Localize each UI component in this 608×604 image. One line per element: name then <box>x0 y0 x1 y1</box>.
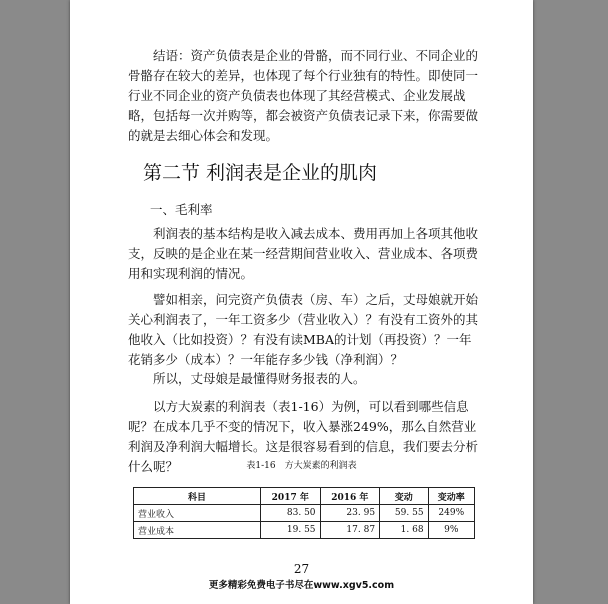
table-cell: 249% <box>428 505 474 522</box>
income-statement-table <box>133 487 475 539</box>
section-heading: 第二节 利润表是企业的肌肉 <box>143 162 378 184</box>
table-header-cell: 变动率 <box>428 488 474 505</box>
table-header-cell: 2016 年 <box>320 488 380 505</box>
table-cell: 59. 55 <box>380 505 429 522</box>
table-caption: 表1-16 方大炭素的利润表 <box>246 461 357 471</box>
table-cell: 营业收入 <box>134 505 261 522</box>
table-cell: 83. 50 <box>261 505 321 522</box>
conclusion-paragraph: 结语：资产负债表是企业的骨骼，而不同行业、不同企业的骨骼存在较大的差异，也体现了每个行业独有的特性。即使同一行业不同企业的资产负债表也体现了其经营模式、企业发展战略，包括每一次并购等，都会被资产负债表记录下来，你需要做的就是去细心体会和发现。 <box>128 48 479 143</box>
subsection-heading: 一、毛利率 <box>150 202 213 217</box>
document-page <box>70 0 533 604</box>
mother-in-law-paragraph: 所以，丈母娘是最懂得财务报表的人。 <box>153 371 366 386</box>
blind-date-paragraph: 譬如相亲，问完资产负债表（房、车）之后，丈母娘就开始关心利润表了，一年工资多少（营业收入）？有没有工资外的其他收入（比如投资）？有没有读MBA的计划（再投资）？一年花销多少（成本）？一年能存多少钱（净利润）？ <box>128 292 479 367</box>
table-header-cell: 科目 <box>134 488 261 505</box>
table-header-cell: 2017 年 <box>261 488 321 505</box>
table-cell: 17. 87 <box>320 522 380 539</box>
table-header-row <box>134 488 475 505</box>
table-cell: 1. 68 <box>380 522 429 539</box>
income-statement-paragraph: 利润表的基本结构是收入减去成本、费用再加上各项其他收支，反映的是企业在某一经营期间营业收入、营业成本、各项费用和实现利润的情况。 <box>128 226 479 281</box>
table-row <box>134 505 475 522</box>
example-paragraph: 以方大炭素的利润表（表1-16）为例，可以看到哪些信息呢？在成本几乎不变的情况下，收入暴涨249%，那么自然营业利润及净利润大幅增长。这是很容易看到的信息，我们要去分析什么呢？ <box>128 399 479 474</box>
page-number: 27 <box>293 562 310 576</box>
table-cell: 23. 95 <box>320 505 380 522</box>
table-cell: 营业成本 <box>134 522 261 539</box>
table-header-cell: 变动 <box>380 488 429 505</box>
table-cell: 19. 55 <box>261 522 321 539</box>
table-cell: 9% <box>428 522 474 539</box>
table-row <box>134 522 475 539</box>
footer-promo-text: 更多精彩免费电子书尽在www.xgv5.com <box>208 580 395 591</box>
